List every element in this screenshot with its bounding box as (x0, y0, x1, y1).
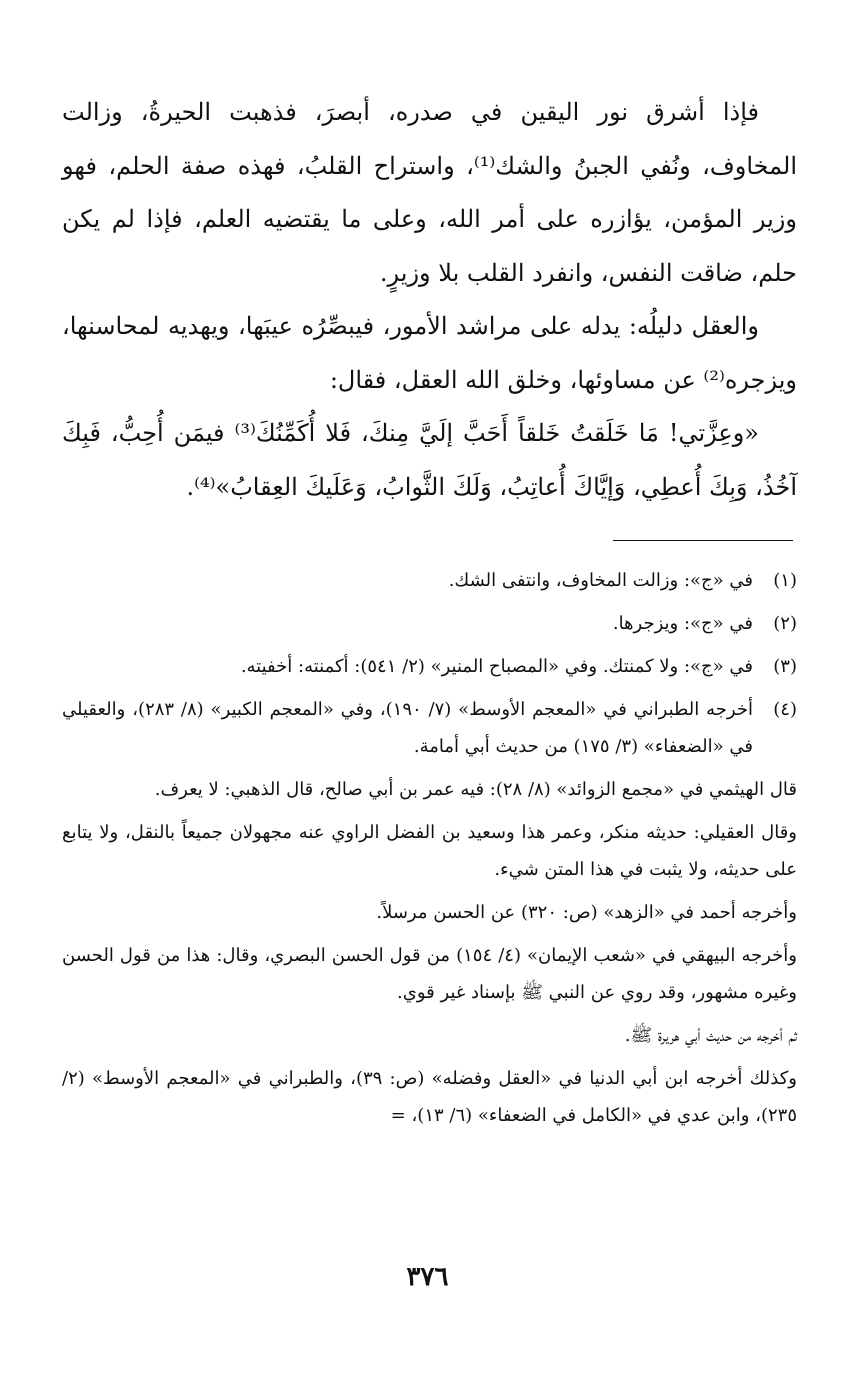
footnote-separator (613, 540, 793, 541)
footnote-2 (62, 605, 797, 642)
main-text (62, 86, 797, 514)
footnote-number: (٣) (773, 656, 797, 677)
page-number: ٣٧٦ (406, 1262, 449, 1292)
footnote-4-ahmad: وأخرجه أحمد في «الزهد» (ص: ٣٢٠) عن الحسن مرسلاً. (376, 902, 797, 923)
footnote-1 (62, 562, 797, 599)
hadith-quote: «وعِزَّتي! مَا خَلَقتُ خَلقاً أَحَبَّ إلَيَّ مِنكَ، فَلا أُكَمِّنُكَ⁽³⁾ فيمَن أُحِبُّ، فَبِكَ آخُذُ، وَبِكَ أُعطِي، وَإيَّاكَ أُعاتِبُ، وَلَكَ الثَّوابُ، وَعَلَيكَ العِقابُ»⁽⁴⁾. (62, 419, 797, 501)
footnote-text: في «ج»: وزالت المخاوف، وانتفى الشك. (448, 570, 753, 591)
footnote-number: (٤) (773, 699, 797, 720)
footnote-number: (٢) (773, 613, 797, 634)
paragraph-aql: والعقل دليلُه: يدله على مراشد الأمور، فيبصِّرُه عيبَها، ويهديه لمحاسنها، ويزجره⁽²⁾ عن مساوئها، وخلق الله العقل، فقال: (62, 312, 797, 394)
footnote-text: في «ج»: ويزجرها. (612, 613, 753, 634)
paragraph-hilm: فإذا أشرق نور اليقين في صدره، أبصرَ، فذهبت الحيرةُ، وزالت المخاوف، ونُفي الجبنُ والشك⁽¹⁾، واستراح القلبُ، فهذه صفة الحلم، فهو وزير المؤمن، يؤازره على أمر الله، وعلى ما يقتضيه العلم، فإذا لم يكن حلم، ضاقت النفس، وانفرد القلب بلا وزيرٍ. (62, 98, 798, 287)
footnote-text: في «ج»: ولا كمنتك. وفي «المصباح المنير» (٢/ ٥٤١): أكمنته: أخفيته. (240, 656, 753, 677)
footnote-4-haythami: قال الهيثمي في «مجمع الزوائد» (٨/ ٢٨): فيه عمر بن أبي صالح، قال الذهبي: لا يعرف. (154, 779, 797, 800)
footnote-4-ibn-abi-dunya: وكذلك أخرجه ابن أبي الدنيا في «العقل وفضله» (ص: ٣٩)، والطبراني في «المعجم الأوسط» (٢/ ٢٣٥)، وابن عدي في «الكامل في الضعفاء» (٦/ ١٣)، = (62, 1068, 797, 1126)
footnotes (62, 562, 797, 1140)
footnote-4-bayhaqi: وأخرجه البيهقي في «شعب الإيمان» (٤/ ١٥٤) من قول الحسن البصري، وقال: هذا من قول الحسن وغيره مشهور، وقد روي عن النبي ﷺ بإسناد غير قوي. (62, 945, 797, 1003)
footnote-4-abu-hurayra: ثم أخرجه من حديث أبي هريرة ﷺ. (624, 1025, 797, 1046)
footnote-3 (62, 648, 797, 685)
footnote-4-uqayli: وقال العقيلي: حديثه منكر، وعمر هذا وسعيد بن الفضل الراوي عنه مجهولان جميعاً بالنقل، ولا يتابع على حديثه، ولا يثبت في هذا المتن شيء. (62, 822, 797, 880)
footnote-text: أخرجه الطبراني في «المعجم الأوسط» (٧/ ١٩٠)، وفي «المعجم الكبير» (٨/ ٢٨٣)، والعقيلي في «الضعفاء» (٣/ ١٧٥) من حديث أبي أمامة. (62, 699, 753, 757)
footnote-number: (١) (773, 570, 797, 591)
footnote-4 (62, 691, 797, 765)
